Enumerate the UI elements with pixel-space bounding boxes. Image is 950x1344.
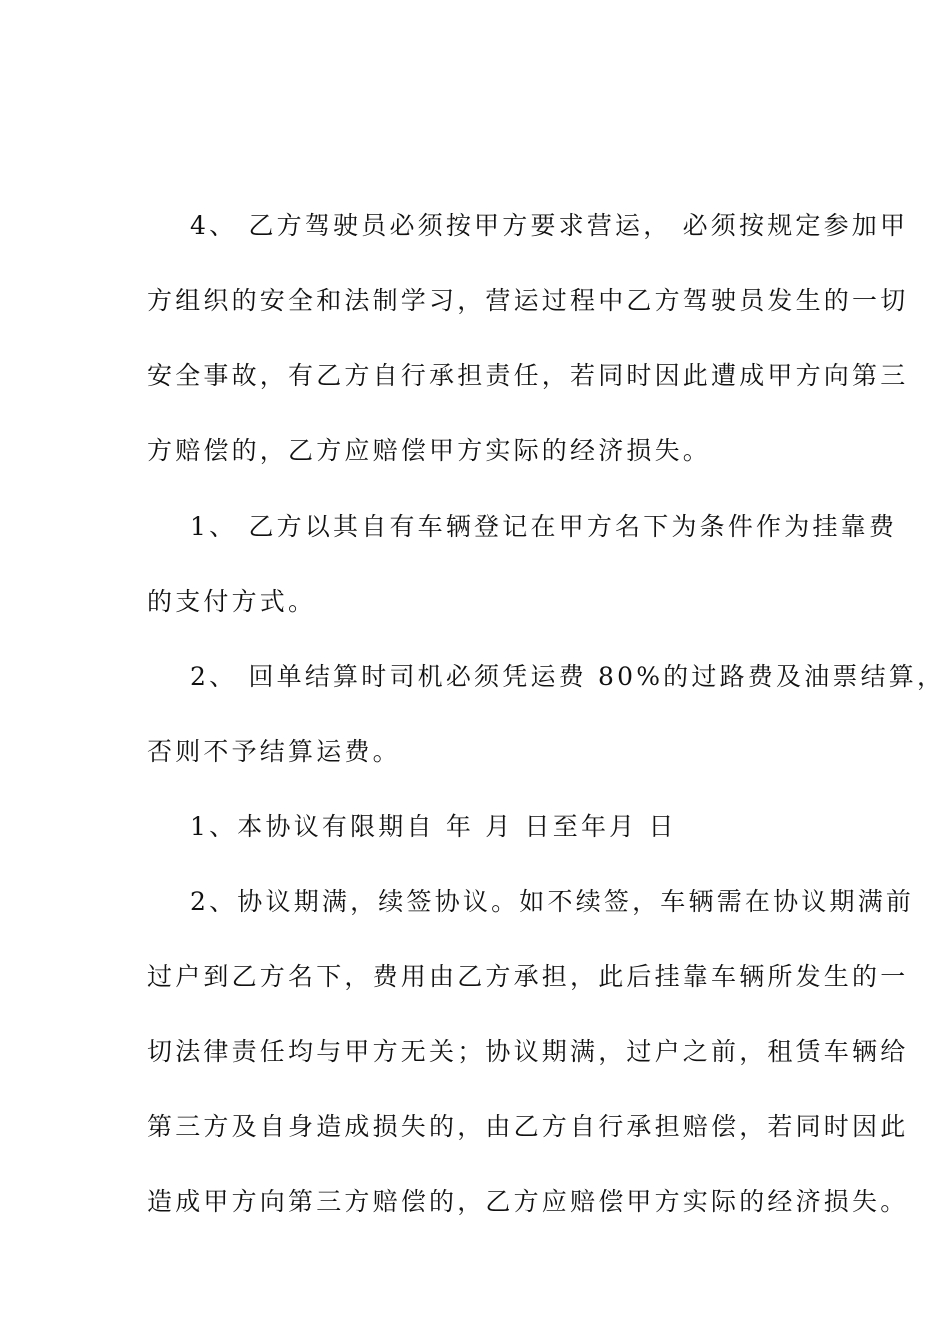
- payment-clause-1-line-2: 的支付方式。: [147, 587, 317, 616]
- clause-4-line-3: 安全事故，有乙方自行承担责任，若同时因此遭成甲方向第三: [147, 361, 909, 390]
- clause-4-line-2: 方组织的安全和法制学习，营运过程中乙方驾驶员发生的一切: [147, 286, 909, 315]
- term-clause-2-line-5: 造成甲方向第三方赔偿的，乙方应赔偿甲方实际的经济损失。: [147, 1187, 909, 1216]
- term-clause-2-line-4: 第三方及自身造成损失的，由乙方自行承担赔偿，若同时因此: [147, 1112, 909, 1141]
- payment-clause-2-line-1: 2、 回单结算时司机必须凭运费 80%的过路费及油票结算，: [190, 662, 946, 691]
- term-clause-1: 1、本协议有限期自 年 月 日至年月 日: [190, 812, 677, 841]
- term-clause-2-line-1: 2、协议期满，续签协议。如不续签，车辆需在协议期满前: [190, 887, 915, 916]
- term-clause-2-line-2: 过户到乙方名下，费用由乙方承担，此后挂靠车辆所发生的一: [147, 962, 909, 991]
- clause-4-line-4: 方赔偿的，乙方应赔偿甲方实际的经济损失。: [147, 436, 712, 465]
- payment-clause-1-line-1: 1、 乙方以其自有车辆登记在甲方名下为条件作为挂靠费: [190, 512, 898, 541]
- payment-clause-2-line-2: 否则不予结算运费。: [147, 737, 401, 766]
- clause-4-line-1: 4、 乙方驾驶员必须按甲方要求营运， 必须按规定参加甲: [190, 211, 909, 240]
- term-clause-2-line-3: 切法律责任均与甲方无关；协议期满，过户之前，租赁车辆给: [147, 1037, 909, 1066]
